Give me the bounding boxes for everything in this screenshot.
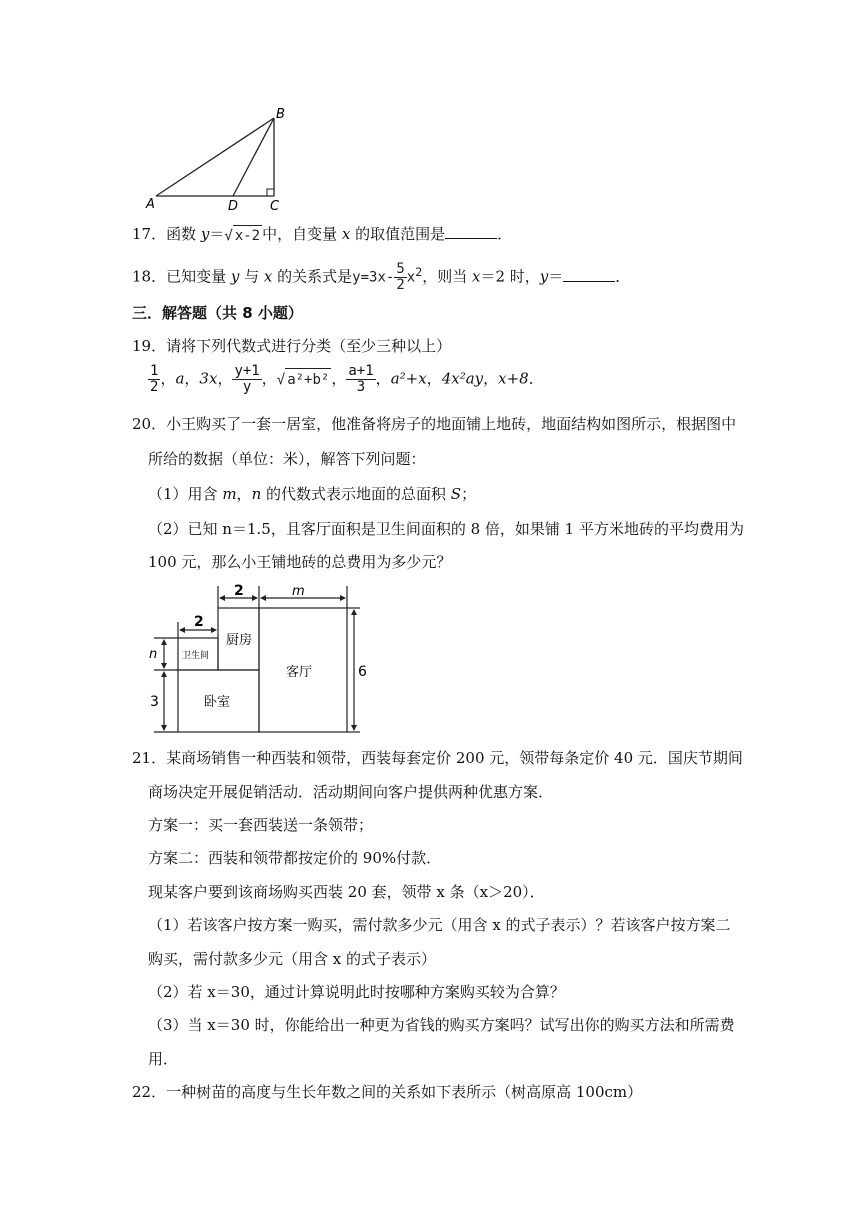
question-21-part2: （2）若 x＝30，通过计算说明此时按哪种方案购买较为合算？ [148,983,565,1001]
question-20-line2: 所给的数据（单位：米），解答下列问题： [148,450,426,468]
label-b: B [276,107,285,122]
dim-top-2-bath: 2 [194,614,204,630]
question-21-part3-line2: 用． [148,1050,179,1068]
floorplan-figure [142,578,372,738]
answer-blank-17 [445,224,497,239]
question-21-line5: 现某客户要到该商场购买西装 20 套，领带 x 条（x＞20）． [148,883,545,901]
question-22: 22．一种树苗的高度与生长年数之间的关系如下表所示（树高原高 100cm） [132,1083,643,1101]
room-kitchen: 厨房 [226,633,253,648]
question-21-line1: 21．某商场销售一种西装和领带，西装每套定价 200 元，领带每条定价 40 元．国庆节期间 [132,749,743,767]
dim-right-6: 6 [358,664,367,680]
triangle-figure [140,100,300,215]
question-21-line2: 商场决定开展促销活动．活动期间向客户提供两种优惠方案． [148,783,554,801]
sqrt-x-2: x-2 [233,225,262,246]
label-a: A [146,197,155,212]
question-19: 19．请将下列代数式进行分类（至少三种以上） [132,337,452,355]
question-21-part1-line2: 购买，需付款多少元（用含 x 的式子表示） [148,950,436,968]
question-20-line1: 20．小王购买了一套一居室，他准备将房子的地面铺上地砖，地面结构如图所示，根据图中 [132,415,737,433]
dim-top-m: m [292,584,305,599]
section-heading: 三．解答题（共 8 小题） [132,304,303,322]
question-18: 18．已知变量 y 与 x 的关系式是y=3x- $\frac{5}{2}$ $x^2$，则当 x＝2 时，y＝ ． [132,261,631,294]
question-21-plan1: 方案一：买一套西装送一条领带； [148,816,374,834]
room-living: 客厅 [286,665,313,680]
room-bathroom: 卫生间 [182,651,210,661]
question-21-part3-line1: （3）当 x＝30 时，你能给出一种更为省钱的购买方案吗？试写出你的购买方法和所需费 [148,1016,735,1034]
label-c: C [270,199,280,214]
answer-blank-18 [563,267,615,282]
dim-top-2-kitchen: 2 [234,583,244,599]
question-20-part2-line1: （2）已知 n＝1.5，且客厅面积是卫生间面积的 8 倍，如果铺 1 平方米地砖的平均费用为 [148,520,744,538]
question-20-part1: （1）用含 m，n 的代数式表示地面的总面积 S； [148,485,477,503]
label-d: D [228,199,239,214]
dim-left-n: n [149,647,158,662]
question-17: 17．函数 y＝√ x-2 中，自变量 x 的取值范围是 ． [132,225,513,244]
q19-expressions: $\frac{1}{2}$ ，a，3x， $\frac{y+1}{y}$ ，√ a²+b² ， $\frac{a+1}{3}$ ，a²+x，4x²ay，x+8． [150,363,544,395]
question-21-part1-line1: （1）若该客户按方案一购买，需付款多少元（用含 x 的式子表示）？若该客户按方案二 [148,916,731,934]
question-20-part2-line2: 100 元，那么小王铺地砖的总费用为多少元？ [148,553,452,571]
room-bedroom: 卧室 [204,695,231,710]
question-21-plan2: 方案二：西装和领带都按定价的 90%付款． [148,849,442,867]
dim-left-3: 3 [150,694,159,710]
